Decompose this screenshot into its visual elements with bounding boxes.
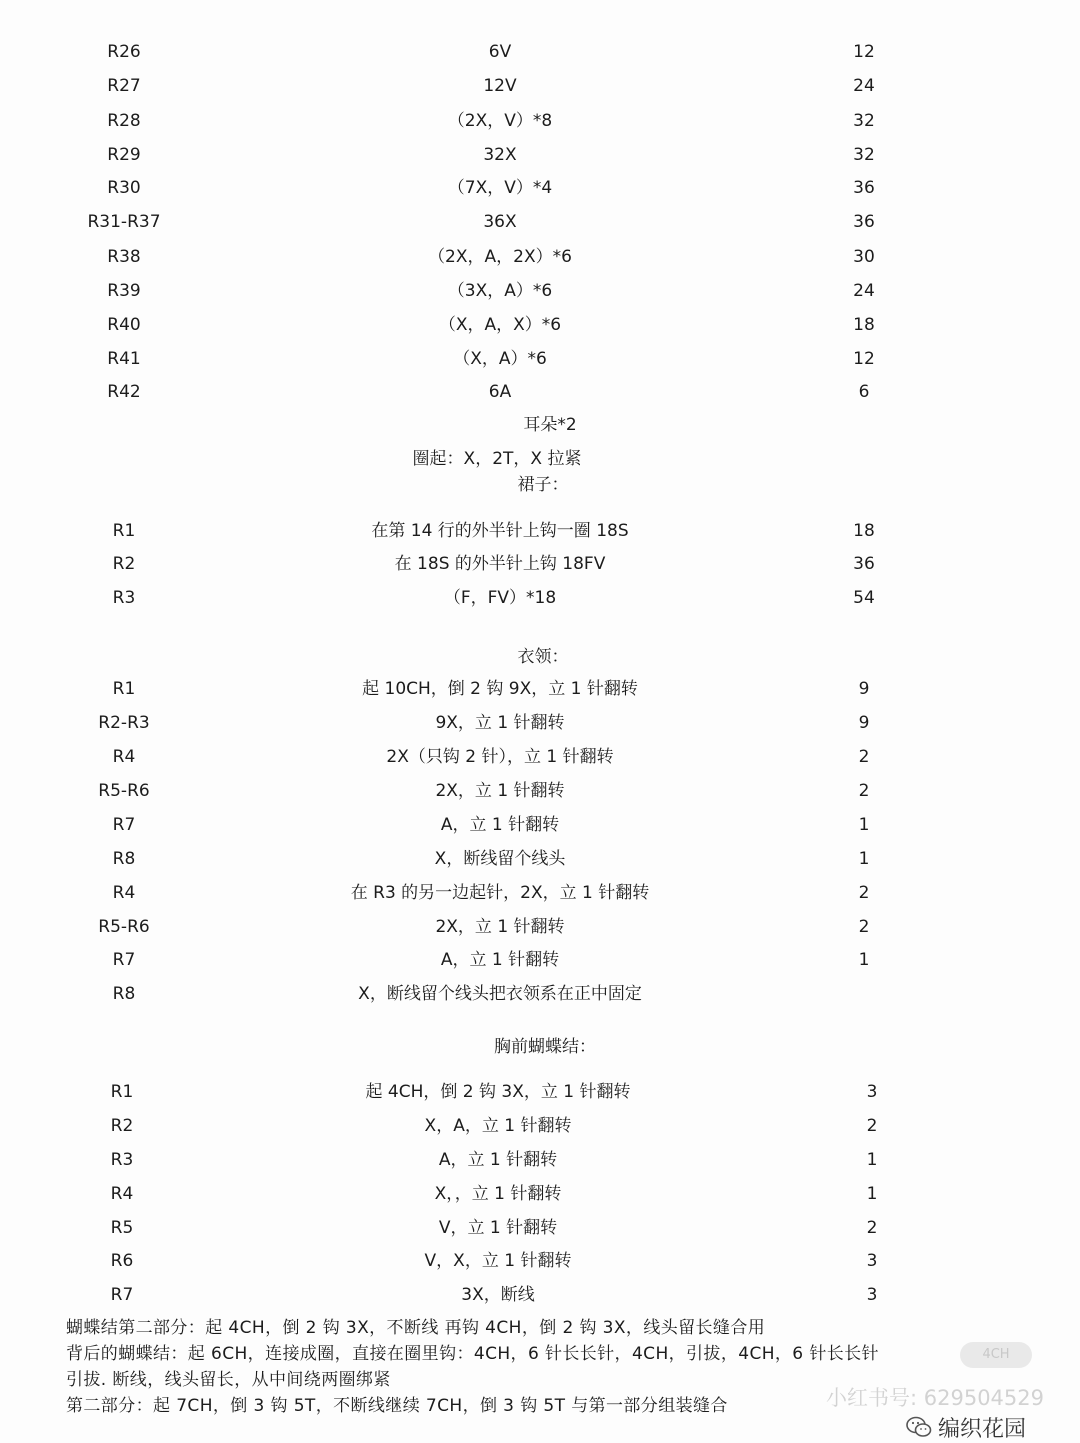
- row-label: R2-R3: [98, 713, 150, 733]
- overflow-fragment: 4CH: [960, 1342, 1032, 1368]
- stitch-count: 2: [866, 1116, 878, 1136]
- stitch-count: 3: [866, 1285, 878, 1305]
- row-label: R29: [107, 145, 141, 165]
- xiaohongshu-watermark: 小红书号: 629504529: [826, 1386, 1044, 1410]
- stitch-instruction: V，X，立 1 针翻转: [424, 1251, 572, 1271]
- stitch-count: 30: [853, 247, 875, 267]
- row-label: R7: [112, 950, 136, 970]
- stitch-count: 1: [866, 1150, 878, 1170]
- table-row: [0, 207, 1080, 237]
- stitch-count: 12: [853, 349, 875, 369]
- ears-title: 耳朵*2: [523, 415, 577, 435]
- table-row: [0, 310, 1080, 340]
- table-row: [0, 1077, 1080, 1107]
- stitch-instruction: A，立 1 针翻转: [440, 815, 560, 835]
- row-label: R5: [110, 1218, 134, 1238]
- table-row: [0, 674, 1080, 704]
- wechat-icon: [906, 1416, 932, 1438]
- stitch-count: 2: [858, 747, 870, 767]
- row-label: R6: [110, 1251, 134, 1271]
- stitch-instruction: A，立 1 针翻转: [440, 950, 560, 970]
- stitch-instruction: 3X，断线: [461, 1285, 535, 1305]
- stitch-count: 2: [858, 883, 870, 903]
- stitch-instruction: 36X: [483, 212, 517, 232]
- table-row: [0, 1280, 1080, 1310]
- note-part-two: 第二部分：起 7CH，倒 3 钩 5T，不断线继续 7CH，倒 3 钩 5T 与第一部分组装缝合: [66, 1396, 728, 1416]
- stitch-instruction: （7X，V）*4: [447, 178, 553, 198]
- table-row: [0, 344, 1080, 374]
- table-row: [0, 1246, 1080, 1276]
- table-row: [0, 776, 1080, 806]
- table-row: [0, 173, 1080, 203]
- stitch-instruction: 9X，立 1 针翻转: [435, 713, 565, 733]
- stitch-instruction: 在 18S 的外半针上钩 18FV: [394, 554, 606, 574]
- row-label: R4: [112, 883, 136, 903]
- stitch-instruction: V，立 1 针翻转: [438, 1218, 558, 1238]
- row-label: R8: [112, 984, 136, 1004]
- table-row: [0, 1111, 1080, 1141]
- row-label: R8: [112, 849, 136, 869]
- row-label: R40: [107, 315, 141, 335]
- table-row: [0, 708, 1080, 738]
- stitch-count: 6: [858, 382, 870, 402]
- stitch-count: 1: [858, 849, 870, 869]
- stitch-instruction: 32X: [483, 145, 517, 165]
- table-row: [0, 742, 1080, 772]
- stitch-instruction: X，A，立 1 针翻转: [424, 1116, 572, 1136]
- table-row: [0, 912, 1080, 942]
- stitch-instruction: X，断线留个线头把衣领系在正中固定: [358, 984, 642, 1004]
- stitch-count: 32: [853, 111, 875, 131]
- table-row: [0, 810, 1080, 840]
- note-back-bow-finish: 引拔. 断线，线头留长，从中间绕两圈绑紧: [66, 1370, 391, 1390]
- skirt-title: 裙子：: [517, 475, 569, 495]
- table-row: [0, 979, 1080, 1009]
- stitch-count: 54: [853, 588, 875, 608]
- stitch-count: 32: [853, 145, 875, 165]
- collar-title: 衣领：: [517, 647, 569, 667]
- row-label: R4: [112, 747, 136, 767]
- stitch-instruction: X，，立 1 针翻转: [434, 1184, 562, 1204]
- table-row: [0, 1145, 1080, 1175]
- stitch-instruction: 12V: [483, 76, 517, 96]
- row-label: R7: [110, 1285, 134, 1305]
- table-row: [0, 37, 1080, 67]
- brand-watermark: [906, 1412, 1026, 1442]
- stitch-count: 1: [858, 950, 870, 970]
- stitch-instruction: 6A: [488, 382, 512, 402]
- stitch-instruction: （X，A）*6: [453, 349, 547, 369]
- row-label: R42: [107, 382, 141, 402]
- table-row: [0, 583, 1080, 613]
- table-row: [0, 516, 1080, 546]
- row-label: R38: [107, 247, 141, 267]
- row-label: R1: [112, 521, 136, 541]
- stitch-instruction: 2X，立 1 针翻转: [435, 917, 565, 937]
- brand-name: 编织花园: [938, 1416, 1027, 1442]
- stitch-instruction: （2X，V）*8: [447, 111, 553, 131]
- stitch-instruction: 起 4CH，倒 2 钩 3X，立 1 针翻转: [365, 1082, 631, 1102]
- row-label: R3: [110, 1150, 134, 1170]
- stitch-instruction: （2X，A，2X）*6: [428, 247, 572, 267]
- stitch-count: 1: [866, 1184, 878, 1204]
- stitch-count: 18: [853, 315, 875, 335]
- row-label: R2: [110, 1116, 134, 1136]
- stitch-count: 12: [853, 42, 875, 62]
- table-row: [0, 377, 1080, 407]
- row-label: R1: [112, 679, 136, 699]
- stitch-count: 24: [853, 76, 875, 96]
- stitch-instruction: X，断线留个线头: [434, 849, 566, 869]
- stitch-count: 2: [858, 781, 870, 801]
- table-row: [0, 1179, 1080, 1209]
- stitch-count: 24: [853, 281, 875, 301]
- stitch-count: 3: [866, 1251, 878, 1271]
- row-label: R2: [112, 554, 136, 574]
- table-row: [0, 945, 1080, 975]
- ears-instruction: 圈起：X，2T，X 拉紧: [412, 449, 582, 469]
- stitch-instruction: （3X，A）*6: [447, 281, 553, 301]
- table-row: [0, 106, 1080, 136]
- row-label: R41: [107, 349, 141, 369]
- row-label: R5-R6: [98, 917, 150, 937]
- stitch-count: 18: [853, 521, 875, 541]
- row-label: R3: [112, 588, 136, 608]
- table-row: [0, 71, 1080, 101]
- note-bow-part-two: 蝴蝶结第二部分：起 4CH，倒 2 钩 3X，不断线 再钩 4CH，倒 2 钩 3X，线头留长缝合用: [66, 1318, 766, 1338]
- stitch-count: 3: [866, 1082, 878, 1102]
- stitch-count: 2: [858, 917, 870, 937]
- stitch-count: 9: [858, 713, 870, 733]
- table-row: [0, 1213, 1080, 1243]
- stitch-instruction: 在 R3 的另一边起针，2X，立 1 针翻转: [350, 883, 650, 903]
- row-label: R28: [107, 111, 141, 131]
- row-label: R1: [110, 1082, 134, 1102]
- stitch-instruction: A，立 1 针翻转: [438, 1150, 558, 1170]
- stitch-instruction: 起 10CH，倒 2 钩 9X，立 1 针翻转: [362, 679, 638, 699]
- row-label: R26: [107, 42, 141, 62]
- row-label: R4: [110, 1184, 134, 1204]
- row-label: R30: [107, 178, 141, 198]
- table-row: [0, 549, 1080, 579]
- table-row: [0, 276, 1080, 306]
- stitch-instruction: 6V: [488, 42, 512, 62]
- table-row: [0, 844, 1080, 874]
- row-label: R31-R37: [87, 212, 161, 232]
- note-back-bow: 背后的蝴蝶结：起 6CH，连接成圈，直接在圈里钩：4CH，6 针长长针，4CH，引拔，4CH，6 针长长针: [66, 1344, 879, 1364]
- stitch-count: 36: [853, 554, 875, 574]
- stitch-instruction: 在第 14 行的外半针上钩一圈 18S: [371, 521, 629, 541]
- row-label: R7: [112, 815, 136, 835]
- row-label: R27: [107, 76, 141, 96]
- table-row: [0, 140, 1080, 170]
- stitch-instruction: （X，A，X）*6: [438, 315, 562, 335]
- row-label: R5-R6: [98, 781, 150, 801]
- stitch-count: 9: [858, 679, 870, 699]
- stitch-instruction: （F，FV）*18: [443, 588, 557, 608]
- bow-title: 胸前蝴蝶结：: [494, 1037, 596, 1057]
- stitch-count: 36: [853, 178, 875, 198]
- stitch-instruction: 2X，立 1 针翻转: [435, 781, 565, 801]
- table-row: [0, 242, 1080, 272]
- stitch-count: 1: [858, 815, 870, 835]
- stitch-count: 36: [853, 212, 875, 232]
- table-row: [0, 878, 1080, 908]
- row-label: R39: [107, 281, 141, 301]
- stitch-instruction: 2X（只钩 2 针），立 1 针翻转: [386, 747, 614, 767]
- stitch-count: 2: [866, 1218, 878, 1238]
